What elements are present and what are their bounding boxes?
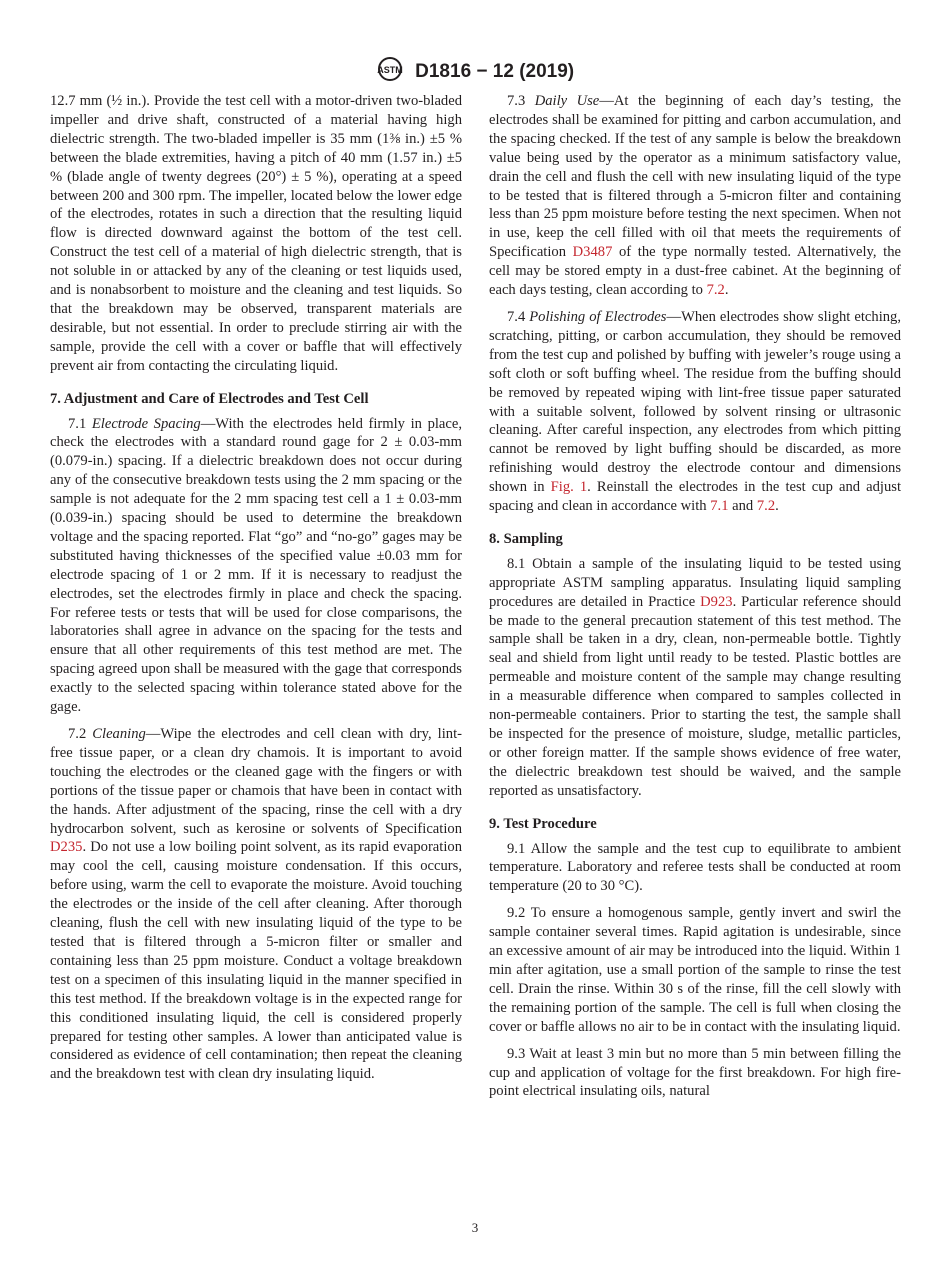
subsection-title: Electrode Spacing <box>91 415 201 432</box>
reference-link[interactable]: 7.1 <box>710 498 729 515</box>
paragraph-text: —At the beginning of each day’s testing, the electrodes shall be examined for pitting and carbon accumulation, and the spacing checked. If the test of any sample is below the breakdown value being used by the operator as a minimum satisfactory value, drain the cell and flush the cell with new insulating liquid of the type to be tested that is filtered through a 5-micron filter and containing less than 25 ppm moisture before testing the next specimen. When not in use, keep the cell filled with oil that meets the requirements of Specification <box>489 93 901 261</box>
subsection-title: Cleaning <box>92 726 146 742</box>
reference-link[interactable]: D3487 <box>572 244 613 261</box>
astm-logo-icon <box>376 56 404 88</box>
svg-text:ASTM: ASTM <box>377 65 403 75</box>
reference-link[interactable]: 7.2 <box>706 282 725 299</box>
paragraph <box>489 840 901 897</box>
reference-link[interactable]: Fig. 1 <box>550 479 588 496</box>
paragraph-text: 7.4 <box>507 308 530 325</box>
section-heading: 7. Adjustment and Care of Electrodes and Test Cell <box>50 390 369 407</box>
paragraph-text: of the type normally tested. Alternatively, the cell may be stored empty in a dust-free cabinet. At the beginning of each days testing, clean according to <box>489 244 901 299</box>
paragraph <box>489 1045 901 1102</box>
paragraph <box>489 92 901 300</box>
page-header <box>0 56 950 88</box>
paragraph <box>50 92 462 376</box>
paragraph-text: 8.1 Obtain a sample of the insulating liquid to be tested using appropriate ASTM sampling apparatus. Insulating liquid sampling procedures are detailed in Practice <box>489 555 901 610</box>
paragraph-text: 7.1 <box>68 415 92 432</box>
paragraph-text: and <box>728 498 757 515</box>
subsection-title: Daily Use <box>534 93 600 109</box>
paragraph-text: 9.2 To ensure a homogenous sample, gently invert and swirl the sample container several times. Rapid agitation is undesirable, since an excessive amount of air may be introduced into the liquid. Within 1 min after agitation, use a small portion of the sample to rinse the test cell. Drain the rinse. Within 30 s of the rinse, fill the cell slowly with the remaining portion of the sample. The cell is full when closing the cover or baffle allows no air to be in contact with the insulating liquid. <box>489 905 901 1035</box>
reference-link[interactable]: 7.2 <box>756 498 776 515</box>
paragraph-text: —With the electrodes held firmly in place, check the electrodes with a standard round gage for 2 ± 0.03-mm (0.079-in.) spacing. If a dielectric breakdown does not occur during any of the consecutive breakdown tests using the 2 mm spacing or the sample is not adequate for the 2 mm spacing test cell a 1 ± 0.03-mm (0.039-in.) spacing should be used to determine the breakdown voltage and the spacing reported. Flat “go” and “no-go” gages may be substituted having thicknesses of the specified value ±0.03 mm for electrode spacing of 1 or 2 mm. If it is necessary to readjust the electrodes, set the electrodes firmly in place and check the spacing. For referee tests or tests that will be used for close comparisons, the laboratories shall agree in advance on the spacing for the tests and ensure that all other requirements of this test method are met. The spacing agreed upon shall be measured with the gage that corresponds exactly to the selected spacing within tolerance stated above for the gage. <box>50 415 462 716</box>
paragraph <box>50 415 462 718</box>
paragraph-text: . Particular reference should be made to the general precaution statement of this test method. The sample shall be taken in a dry, clean, non-permeable bottle. Tightly seal and shield from light until ready to be tested. Plastic bottles are permeable and moisture content of the sample may change resulting in a measurable difference when compared to samples collected in non-permeable containers. Prior to starting the test, the sample shall be inspected for the presence of moisture, sludge, metallic particles, or other foreign matter. If the sample shows evidence of free water, the dielectric breakdown test should be waived, and the sample reported as unsatisfactory. <box>489 593 901 799</box>
reference-link[interactable]: D923 <box>700 593 733 610</box>
paragraph-text: —When electrodes show slight etching, scratching, pitting, or carbon accumulation, they should be removed from the test cup and polished by buffing with jeweler’s rouge using a soft cloth or soft buffing wheel. The residue from the buffing should be removed by repeated wiping with lint-free tissue paper saturated with a suitable solvent, followed by solvent rinsing or ultrasonic cleaning. After careful inspection, any electrodes from which pitting cannot be removed by light buffing should be discarded, as more refinishing would destroy the electrode contour and dimensions shown in <box>489 308 901 496</box>
right-column <box>489 92 901 1109</box>
paragraph <box>489 555 901 801</box>
paragraph-text: 9.1 Allow the sample and the test cup to equilibrate to ambient temperature. Laboratory and referee tests shall be conducted at room temperature (20 to 30 °C). <box>489 840 901 895</box>
paragraph-text: . <box>724 282 729 299</box>
left-column <box>50 92 462 1092</box>
paragraph-text: . <box>775 498 779 515</box>
paragraph-text: 7.2 <box>68 726 93 742</box>
section-heading: 9. Test Procedure <box>489 815 597 832</box>
reference-link[interactable]: D235 <box>50 839 83 856</box>
paragraph-text: —Wipe the electrodes and cell clean with dry, lint-free tissue paper, or a clean dry chamois. It is important to avoid touching the electrodes or the cleaned gage with the fingers or with portions of the tissue paper or chamois that have been in contact with the hands. After adjustment of the spacing, rinse the cell with a dry hydrocarbon solvent, such as kerosine or solvents of Specification <box>50 726 462 837</box>
paragraph-text: 9.3 Wait at least 3 min but no more than 5 min between filling the cup and application of voltage for the first breakdown. For high fire-point electrical insulating oils, natural <box>489 1045 901 1100</box>
paragraph-text: 12.7 mm (½ in.). Provide the test cell with a motor-driven two-bladed impeller and drive shaft, constructed of a material having high dielectric strength. The two-bladed impeller is 35 mm (1⅜ in.) ±5 % between the blade extremities, having a pitch of 40 mm (1.57 in.) ±5 % (blade angle of twenty degrees (20°) ± 5 %), operating at a speed between 200 and 300 rpm. The impeller, located below the lower edge of the electrodes, rotates in such a direction that the resulting liquid flow is directed downward against the bottom of the test cell. Construct the test cell of a material of high dielectric strength, that is not soluble in or attacked by any of the cleaning or test liquids used, and is nonabsorbent to moisture and the cleaning and test liquids. So that the breakdown may be observed, transparent materials are desirable, but not essential. In order to preclude stirring air with the sample, provide the cell with a cover or baffle that will effectively prevent air from contacting the circulating liquid. <box>50 93 462 374</box>
paragraph-text: 7.3 <box>507 93 535 109</box>
paragraph <box>50 725 462 1084</box>
paragraph <box>489 904 901 1036</box>
paragraph-text: . Do not use a low boiling point solvent, as its rapid evaporation may cool the cell, causing moisture condensation. If this occurs, before using, warm the cell to evaporate the moisture. Avoid touching the electrodes or the inside of the cell after cleaning. After thorough cleaning, flush the cell with new insulating liquid of the type to be tested that is filtered through a 5-micron filter or smaller and containing less than 25 ppm moisture. Conduct a voltage breakdown test on a specimen of this insulating liquid in the manner specified in this test method. If the breakdown voltage is in the expected range for this conditioned insulating liquid, the cell is considered properly prepared for testing other samples. A lower than anticipated value is considered as evidence of cell contamination; then repeat the cleaning and the breakdown test with clean dry insulating liquid. <box>50 839 462 1083</box>
subsection-title: Polishing of Electrodes <box>529 308 667 325</box>
paragraph <box>489 308 901 516</box>
document-designation: D1816 − 12 (2019) <box>415 61 575 82</box>
paragraph-text: . Reinstall the electrodes in the test cup and adjust spacing and clean in accordance with <box>489 479 901 515</box>
section-heading: 8. Sampling <box>489 530 563 547</box>
page-number: 3 <box>471 1220 479 1235</box>
